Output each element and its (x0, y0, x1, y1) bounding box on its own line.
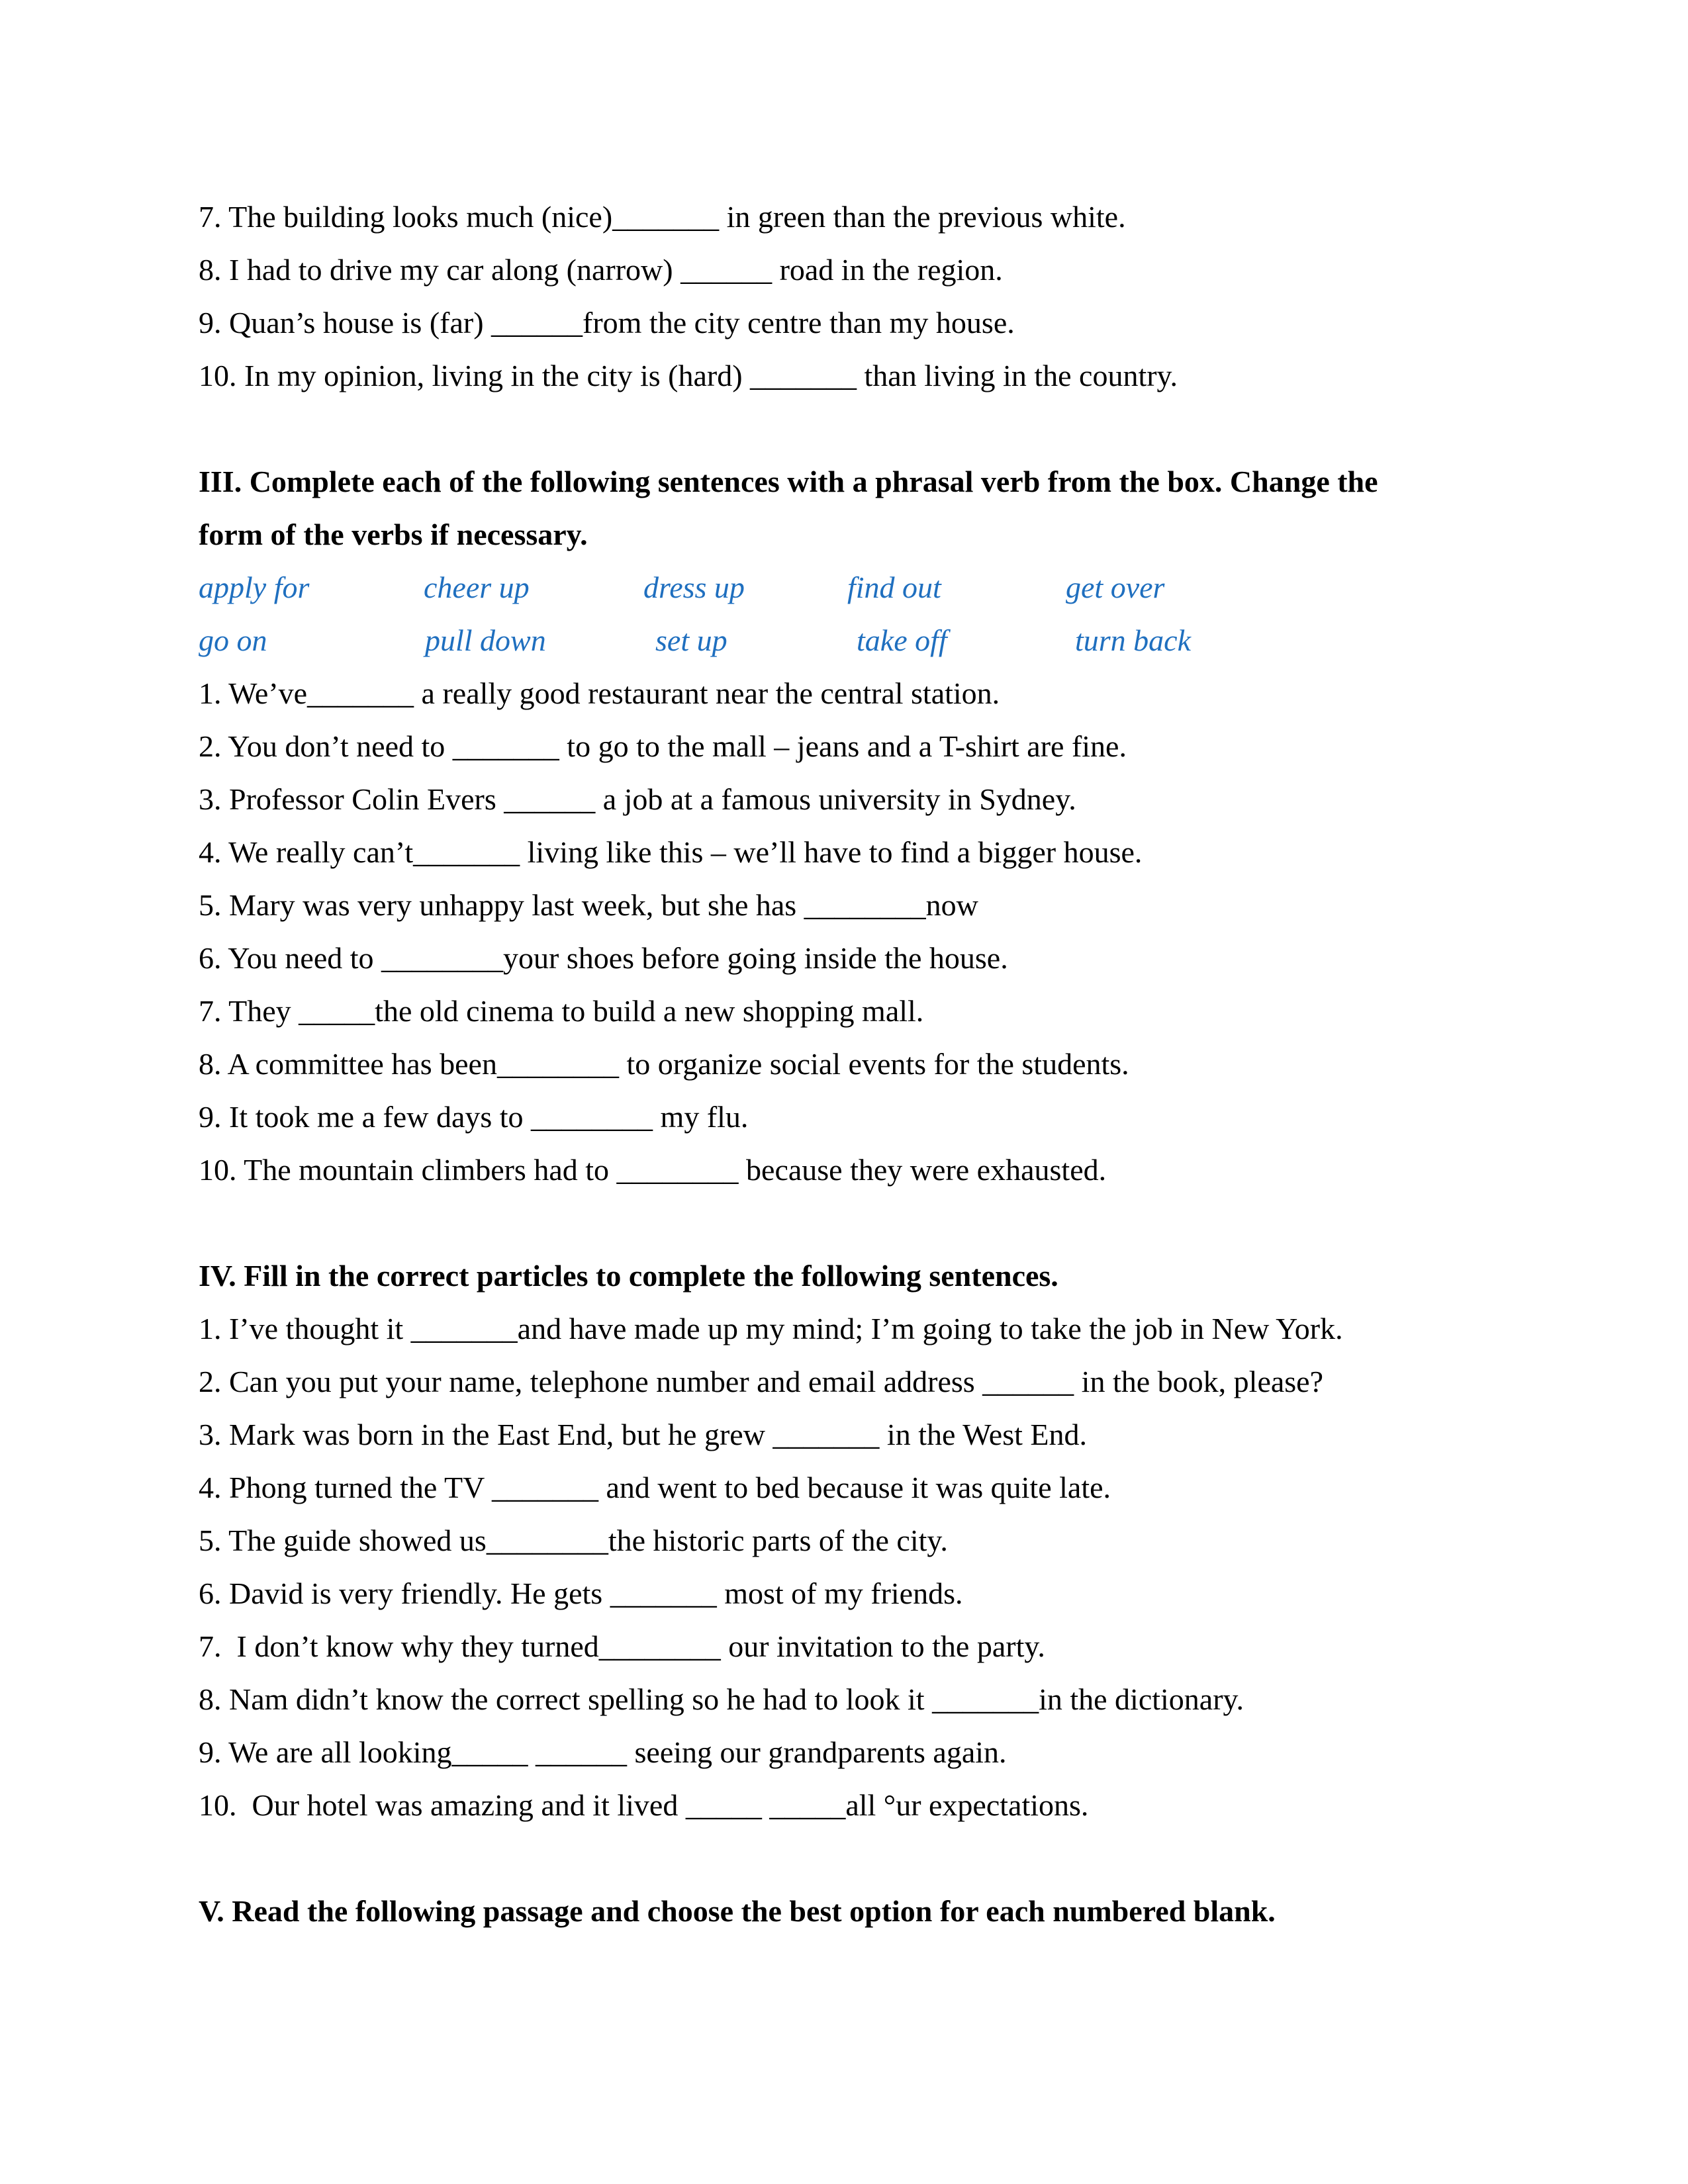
word-box-item: pull down (425, 623, 546, 657)
exercise-item: 9. We are all looking_____ ______ seeing our grandparents again. (199, 1735, 1007, 1769)
exercise-item: 8. I had to drive my car along (narrow) ______ road in the region. (199, 253, 1003, 287)
word-box-item: cheer up (424, 570, 530, 604)
word-box-item: turn back (1075, 623, 1192, 657)
word-box-item: take off (857, 623, 947, 657)
exercise-item: 7. They _____the old cinema to build a new shopping mall. (199, 994, 924, 1028)
exercise-item: 3. Mark was born in the East End, but he grew _______ in the West End. (199, 1418, 1087, 1451)
exercise-item: 4. Phong turned the TV _______ and went to bed because it was quite late. (199, 1471, 1111, 1504)
exercise-item: 8. Nam didn’t know the correct spelling so he had to look it _______in the dictionary. (199, 1682, 1244, 1716)
section-heading-continued: form of the verbs if necessary. (199, 518, 588, 551)
exercise-item: 3. Professor Colin Evers ______ a job at a famous university in Sydney. (199, 782, 1076, 816)
word-box-item: find out (847, 570, 941, 604)
exercise-item: 4. We really can’t_______ living like this – we’ll have to find a bigger house. (199, 835, 1143, 869)
section-heading: III. Complete each of the following sentences with a phrasal verb from the box. Change the (199, 465, 1378, 498)
exercise-item: 10. In my opinion, living in the city is (hard) _______ than living in the country. (199, 359, 1178, 392)
exercise-item: 9. It took me a few days to ________ my flu. (199, 1100, 749, 1134)
section-heading: IV. Fill in the correct particles to complete the following sentences. (199, 1259, 1058, 1293)
exercise-item: 5. The guide showed us________the historic parts of the city. (199, 1524, 948, 1557)
exercise-item: 10. The mountain climbers had to ________ because they were exhausted. (199, 1153, 1107, 1187)
exercise-item: 1. We’ve_______ a really good restaurant near the central station. (199, 676, 1000, 710)
word-box-item: set up (655, 623, 727, 657)
exercise-item: 7. I don’t know why they turned________ our invitation to the party. (199, 1629, 1045, 1663)
exercise-item: 6. David is very friendly. He gets _______ most of my friends. (199, 1576, 963, 1610)
exercise-item: 2. You don’t need to _______ to go to the mall – jeans and a T-shirt are fine. (199, 729, 1127, 763)
exercise-item: 9. Quan’s house is (far) ______from the city centre than my house. (199, 306, 1015, 340)
exercise-item: 8. A committee has been________ to organize social events for the students. (199, 1047, 1129, 1081)
exercise-item: 2. Can you put your name, telephone number and email address ______ in the book, please? (199, 1365, 1324, 1398)
exercise-item: 6. You need to ________your shoes before going inside the house. (199, 941, 1008, 975)
exercise-item: 5. Mary was very unhappy last week, but she has ________now (199, 888, 978, 922)
exercise-item: 1. I’ve thought it _______and have made up my mind; I’m going to take the job in New York. (199, 1312, 1343, 1345)
section-heading: V. Read the following passage and choose the best option for each numbered blank. (199, 1894, 1276, 1928)
word-box-item: get over (1066, 570, 1165, 604)
word-box-item: go on (199, 623, 267, 657)
exercise-item: 10. Our hotel was amazing and it lived _____ _____all °ur expectations. (199, 1788, 1089, 1822)
word-box-item: apply for (199, 570, 310, 604)
exercise-item: 7. The building looks much (nice)_______ in green than the previous white. (199, 200, 1126, 234)
word-box-item: dress up (643, 570, 745, 604)
